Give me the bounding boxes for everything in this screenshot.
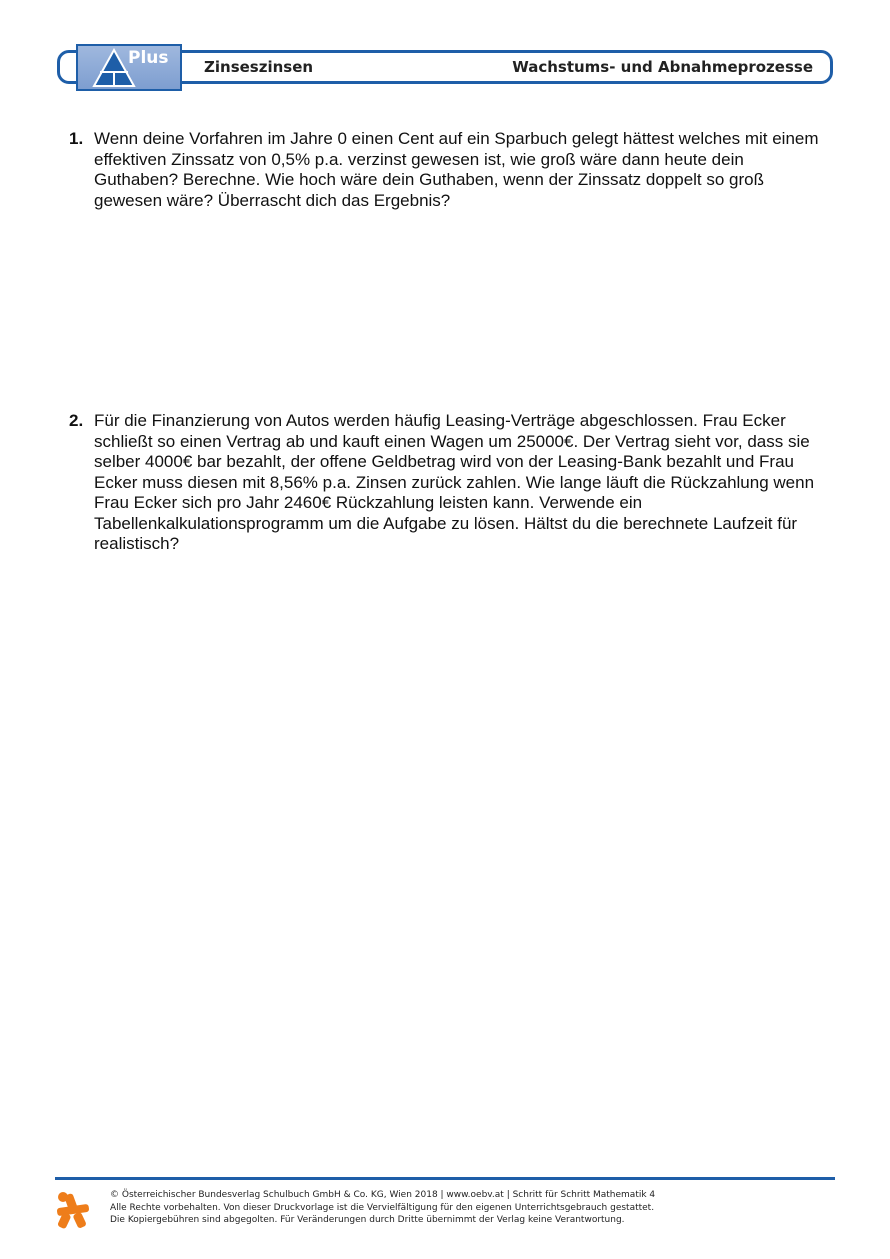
chapter-topic: Wachstums- und Abnahmeprozesse (512, 58, 813, 76)
plus-logo (76, 44, 182, 91)
copyright-line: © Österreichischer Bundesverlag Schulbuch GmbH & Co. KG, Wien 2018 | www.oebv.at | Schritt für Schritt Mathematik 4 (110, 1190, 656, 1200)
publisher-logo-icon (55, 1191, 91, 1229)
task-number: 2. (69, 411, 84, 430)
fees-line: Die Kopiergebühren sind abgegolten. Für Veränderungen durch Dritte übernimmt der Verlag keine Verantwortung. (110, 1215, 625, 1225)
plus-badge-text: Plus (128, 48, 169, 68)
copyright-notice (110, 1189, 750, 1227)
task-text: Wenn deine Vorfahren im Jahre 0 einen Cent auf ein Sparbuch gelegt hättest welches mit einem effektiven Zinssatz von 0,5% p.a. verzinst gewesen ist, wie groß wäre dann heute dein Guthaben? Berechne. Wie hoch wäre dein Guthaben, wenn der Zinssatz doppelt so groß gewesen wäre? Überrascht dich das Ergebnis? (94, 129, 819, 210)
task-number: 1. (69, 129, 84, 148)
rights-line: Alle Rechte vorbehalten. Von dieser Druckvorlage ist die Vervielfältigung für den eigenen Unterrichtsgebrauch gestattet. (110, 1202, 655, 1213)
page-title: Zinseszinsen (204, 58, 314, 76)
task-text: Für die Finanzierung von Autos werden häufig Leasing-Verträge abgeschlossen. Frau Ecker schließt so einen Vertrag ab und kauft einen Wagen um 25000€. Der Vertrag sieht vor, dass sie selber 4000€ bar bezahlt, der offene Geldbetrag wird von der Leasing-Bank bezahlt und Frau Ecker muss diesen mit 8,56% p.a. Zinsen zurück zahlen. Wie lange läuft die Rückzahlung wenn Frau Ecker sich pro Jahr 2460€ Rückzahlung leisten kann. Verwende ein Tabellenkalkulationsprogramm um die Aufgabe zu lösen. Hältst du die berechnete Laufzeit für realistisch? (94, 411, 815, 553)
footer-divider (55, 1177, 835, 1180)
